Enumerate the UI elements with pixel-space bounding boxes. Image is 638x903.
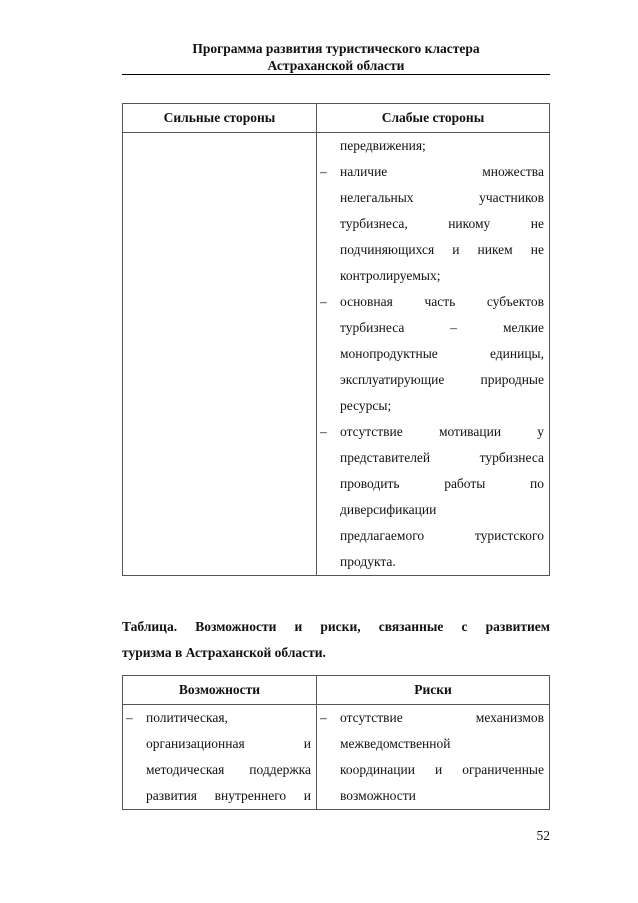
strengths-cell xyxy=(123,133,317,576)
list-item-text: ресурсы; xyxy=(340,398,392,413)
list-item xyxy=(320,367,544,393)
list-item-text: турбизнеса, никому не xyxy=(340,216,544,231)
column-header-opportunities: Возможности xyxy=(123,676,317,705)
risks-cell xyxy=(317,705,550,810)
list-item-text: координации и ограниченные xyxy=(340,762,544,777)
caption-line-1: Таблица. Возможности и риски, связанные с развитием xyxy=(122,619,550,634)
list-item xyxy=(320,523,544,549)
list-item-text: организационная и xyxy=(146,736,311,751)
opportunities-cell xyxy=(123,705,317,810)
list-item xyxy=(320,211,544,237)
table-row xyxy=(123,133,550,576)
list-item xyxy=(126,731,311,757)
list-item-text: передвижения; xyxy=(340,138,426,153)
list-item xyxy=(126,757,311,783)
list-item-text: отсутствие механизмов xyxy=(340,710,544,725)
list-item-text: методическая поддержка xyxy=(146,762,311,777)
list-item-text: межведомственной xyxy=(340,736,451,751)
list-item xyxy=(320,731,544,757)
table-row xyxy=(123,705,550,810)
list-item xyxy=(320,341,544,367)
list-item xyxy=(320,471,544,497)
list-item-text: развития внутреннего и xyxy=(146,788,311,803)
list-item-text: отсутствие мотивации у xyxy=(340,424,544,439)
list-dash: – xyxy=(320,424,327,439)
list-item xyxy=(320,705,544,731)
list-item-text: нелегальных участников xyxy=(340,190,544,205)
header-rule xyxy=(122,74,550,75)
list-item xyxy=(320,783,544,809)
list-item-text: турбизнеса – мелкие xyxy=(340,320,544,335)
table-caption xyxy=(122,614,550,666)
list-item xyxy=(320,263,544,289)
opportunity-list xyxy=(126,705,311,809)
list-item xyxy=(320,237,544,263)
weakness-list xyxy=(320,133,544,575)
list-item-text: представителей турбизнеса xyxy=(340,450,544,465)
column-header-strengths: Сильные стороны xyxy=(123,104,317,133)
list-item-text: эксплуатирующие природные xyxy=(340,372,544,387)
list-item-text: диверсификации xyxy=(340,502,437,517)
column-header-risks: Риски xyxy=(317,676,550,705)
strengths-weaknesses-table xyxy=(122,103,550,576)
list-item xyxy=(320,757,544,783)
list-item xyxy=(126,705,311,731)
list-item xyxy=(320,289,544,315)
header-line-1: Программа развития туристического кластера xyxy=(192,41,480,56)
list-dash: – xyxy=(320,710,327,725)
list-item-text: основная часть субъектов xyxy=(340,294,544,309)
list-item-text: политическая, xyxy=(146,710,228,725)
list-item xyxy=(320,393,544,419)
running-header xyxy=(122,40,550,74)
list-item xyxy=(320,315,544,341)
list-item-text: проводить работы по xyxy=(340,476,544,491)
opportunities-risks-table xyxy=(122,675,550,810)
risk-list xyxy=(320,705,544,809)
caption-line-2: туризма в Астраханской области. xyxy=(122,645,326,660)
list-item xyxy=(320,497,544,523)
list-item xyxy=(320,445,544,471)
list-item-text: предлагаемого туристского xyxy=(340,528,544,543)
header-line-2: Астраханской области xyxy=(267,58,405,73)
weaknesses-cell xyxy=(317,133,550,576)
column-header-weaknesses: Слабые стороны xyxy=(317,104,550,133)
list-item-text: возможности xyxy=(340,788,416,803)
list-item xyxy=(320,133,544,159)
page-number: 52 xyxy=(536,828,550,843)
list-item-text: продукта. xyxy=(340,554,396,569)
list-dash: – xyxy=(126,710,133,725)
list-item-text: подчиняющихся и никем не xyxy=(340,242,544,257)
list-item-text: контролируемых; xyxy=(340,268,441,283)
list-item xyxy=(320,549,544,575)
list-item-text: монопродуктные единицы, xyxy=(340,346,544,361)
list-item xyxy=(126,783,311,809)
list-dash: – xyxy=(320,164,327,179)
list-item-text: наличие множества xyxy=(340,164,544,179)
table-header-row xyxy=(123,104,550,133)
list-item xyxy=(320,419,544,445)
list-item xyxy=(320,159,544,185)
list-item xyxy=(320,185,544,211)
list-dash: – xyxy=(320,294,327,309)
table-header-row xyxy=(123,676,550,705)
